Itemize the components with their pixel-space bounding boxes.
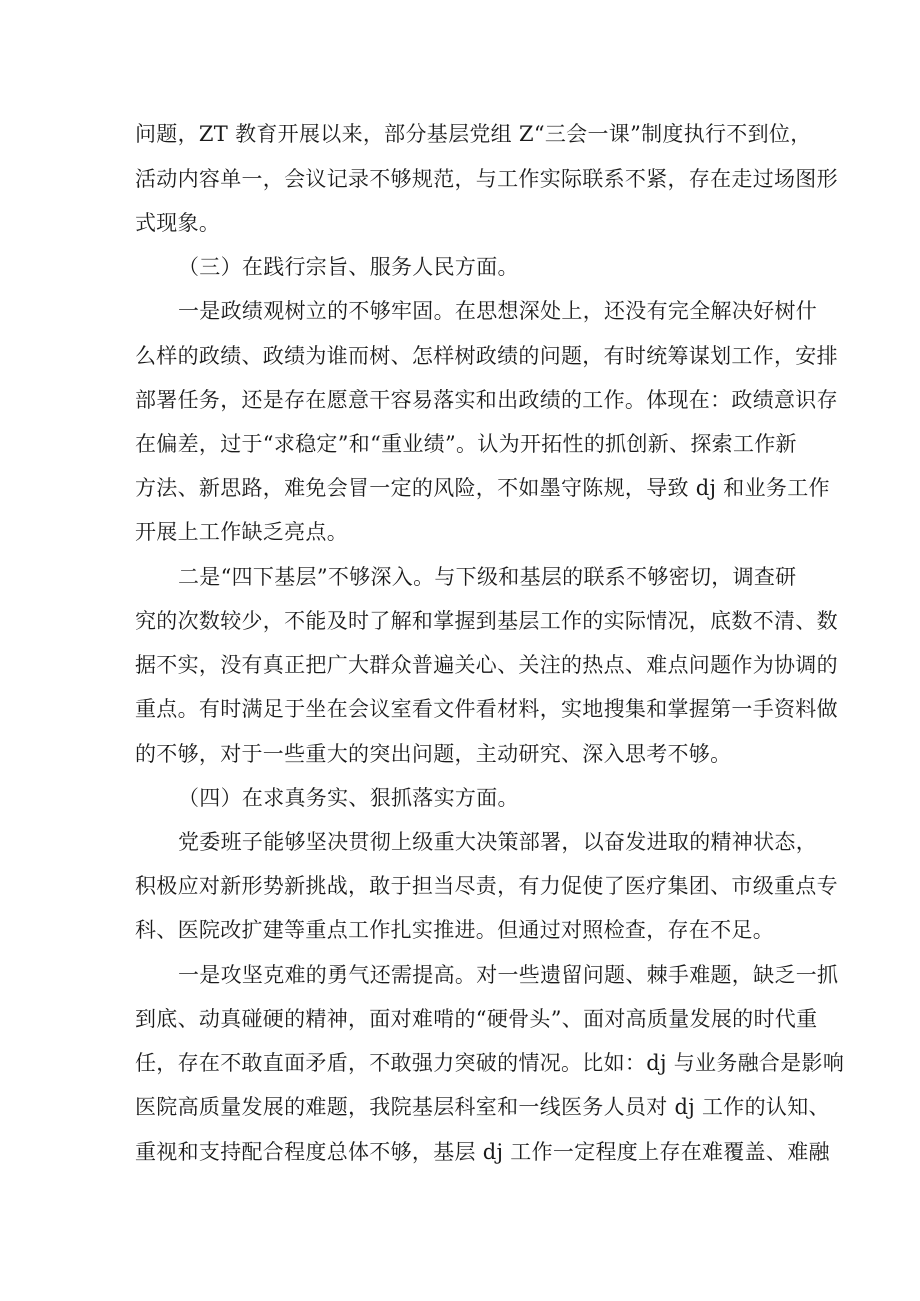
text-line: 重点。有时满足于坐在会议室看文件看材料，实地搜集和掌握第一手资料做 — [135, 697, 838, 721]
text-line: 究的次数较少，不能及时了解和掌握到基层工作的实际情况，底数不清、数 — [135, 609, 838, 633]
text-line: 科、医院改扩建等重点工作扎实推进。但通过对照检查，存在不足。 — [135, 918, 774, 942]
text-line: 重视和支持配合程度总体不够，基层 dj 工作一定程度上存在难覆盖、难融 — [135, 1140, 830, 1164]
text-line: 据不实，没有真正把广大群众普遍关心、关注的热点、难点问题作为协调的 — [135, 653, 838, 677]
text-line: 到底、动真碰硬的精神，面对难啃的“硬骨头”、面对高质量发展的时代重 — [135, 1007, 818, 1031]
text-line: 部署任务，还是存在愿意干容易落实和出政绩的工作。体现在：政绩意识存 — [135, 388, 838, 412]
text-line: 式现象。 — [135, 211, 221, 235]
text-line: 的不够，对于一些重大的突出问题，主动研究、深入思考不够。 — [135, 742, 732, 766]
text-line: 么样的政绩、政绩为谁而树、怎样树政绩的问题，有时统筹谋划工作，安排 — [135, 344, 838, 368]
text-line: 问题，ZT 教育开展以来，部分基层党组 Z“三会一课”制度执行不到位， — [135, 122, 812, 146]
text-line: 开展上工作缺乏亮点。 — [135, 520, 348, 544]
text-line: 任，存在不敢直面矛盾，不敢强力突破的情况。比如：dj 与业务融合是影响 — [135, 1051, 845, 1075]
section-heading-3: （三）在践行宗旨、服务人民方面。 — [178, 255, 519, 279]
text-line: 积极应对新形势新挑战，敢于担当尽责，有力促使了医疗集团、市级重点专 — [135, 874, 838, 898]
text-line: 党委班子能够坚决贯彻上级重大决策部署，以奋发进取的精神状态， — [178, 830, 817, 854]
text-line: 一是攻坚克难的勇气还需提高。对一些遗留问题、棘手难题，缺乏一抓 — [178, 963, 839, 987]
text-line: 二是“四下基层”不够深入。与下级和基层的联系不够密切，调查研 — [178, 565, 797, 589]
text-line: 活动内容单一，会议记录不够规范，与工作实际联系不紧，存在走过场图形 — [135, 167, 838, 191]
text-line: 一是政绩观树立的不够牢固。在思想深处上，还没有完全解决好树什 — [178, 299, 817, 323]
section-heading-4: （四）在求真务实、狠抓落实方面。 — [178, 786, 519, 810]
text-line: 医院高质量发展的难题，我院基层科室和一线医务人员对 dj 工作的认知、 — [135, 1095, 830, 1119]
text-line: 方法、新思路，难免会冒一定的风险，不如墨守陈规，导致 dj 和业务工作 — [135, 476, 830, 500]
text-line: 在偏差，过于“求稳定”和“重业绩”。认为开拓性的抓创新、探索工作新 — [135, 432, 797, 456]
